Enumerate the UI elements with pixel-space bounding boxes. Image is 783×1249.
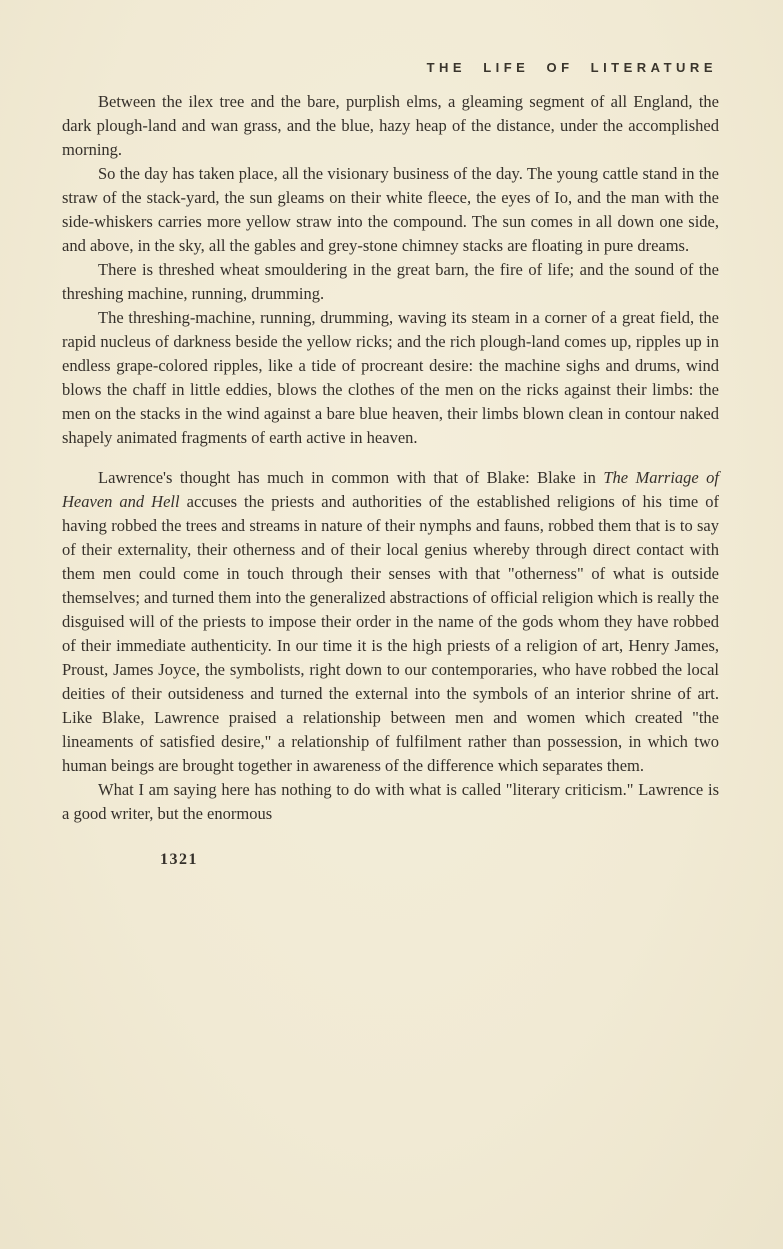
book-title-italic: The Marriage of Heaven and Hell [62,468,719,511]
paragraph: So the day has taken place, all the visionary business of the day. The young cattle stand in the straw of the stack-yard, the sun gleams on their white fleece, the eyes of Io, and the man with the side-whiskers carries more yellow straw into the compound. The sun comes in all down one side, and above, in the sky, all the gables and grey-stone chimney stacks are floating in pure dreams. [62,164,719,255]
paragraph: Between the ilex tree and the bare, purplish elms, a gleaming segment of all England, the dark plough-land and wan grass, and the blue, hazy heap of the distance, under the accomplished morning. [62,92,719,159]
paragraph: There is threshed wheat smouldering in the great barn, the fire of life; and the sound of the threshing machine, running, drumming. [62,260,719,303]
paragraph [62,466,719,778]
page-number: 1321 [160,851,198,868]
paragraph: The threshing-machine, running, drumming, waving its steam in a corner of a great field, the rapid nucleus of darkness beside the yellow ricks; and the rich plough-land comes up, ripples up in endless grape-colored ripples, like a tide of procreant desire: the machine sighs and drums, wind blows the chaff in little eddies, blows the clothes of the men on the ricks against their limbs: the men on the stacks in the wind against a bare blue heaven, their limbs blown clean in contour naked shapely animated fragments of earth active in heaven. [62,308,719,447]
paragraph: What I am saying here has nothing to do with what is called "literary criticism." Lawrence is a good writer, but the enormous [62,780,719,823]
paragraph-text: Lawrence's thought has much in common with that of Blake: Blake in [98,468,604,487]
running-header: THE LIFE OF LITERATURE [426,60,717,75]
paragraph-text: accuses the priests and authorities of the established religions of his time of having robbed the trees and streams in nature of their nymphs and fauns, robbed them that is to say of their externality, their otherness and of their local genius whereby through direct contact with them men could come in touch through their senses with that "otherness" of what is outside themselves; and turned them into the generalized abstractions of official religion which is really the disguised will of the priests to impose their order in the name of the gods whom they have robbed of their immediate authenticity. In our time it is the high priests of a religion of art, Henry James, Proust, James Joyce, the symbolists, right down to our contemporaries, who have robbed the local deities of their outsideness and turned the external into the symbols of an interior shrine of art. Like Blake, Lawrence praised a relationship between men and women which created "the lineaments of satisfied desire," a relationship of fulfilment rather than possession, in which two human beings are brought together in awareness of the difference which separates them. [62,492,719,775]
